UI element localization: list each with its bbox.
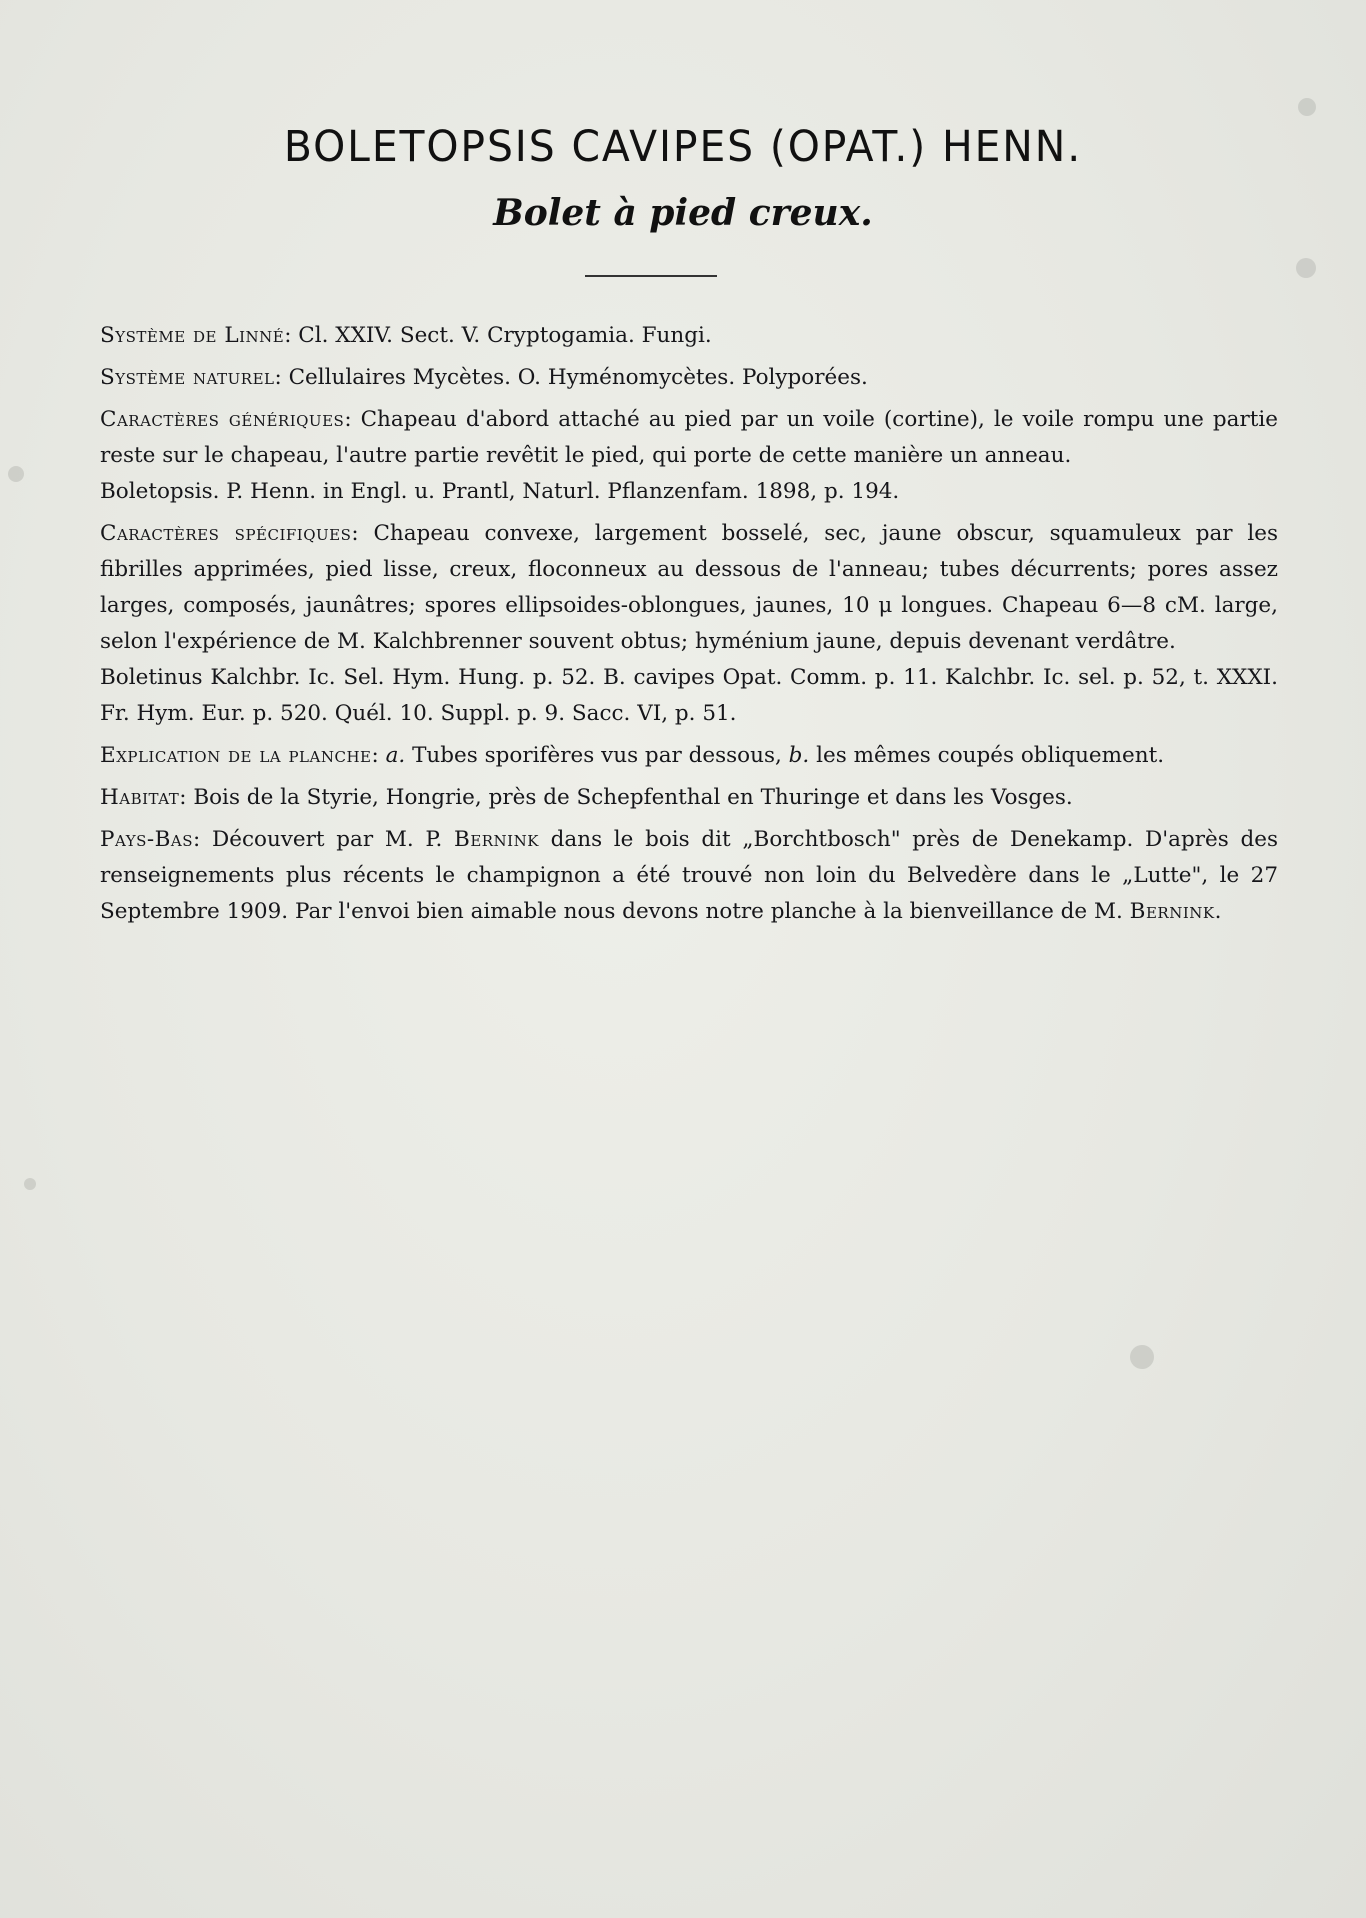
text-caracteres-specifiques: Chapeau convexe, largement bosselé, sec, jaune obscur, squamuleux par les fibrilles apprimées, pied lisse, creux, floconneux au dessous de l'anneau; tubes décurrents; pores assez larges, composés, jaunâtres; spores ellipsoides-oblongues, jaunes, 10 μ longues. Chapeau 6—8 cM. large, selon l'expérience de M. Kalchbrenner souvent obtus; hyménium jaune, depuis devenant verdâtre.: [100, 521, 1278, 654]
title-divider: [585, 275, 717, 277]
label-separator: :: [179, 785, 187, 810]
text-systeme-linne: Cl. XXIV. Sect. V. Cryptogamia. Fungi.: [291, 323, 712, 348]
label-separator: :: [344, 407, 352, 432]
text-pays-bas-3: .: [1214, 899, 1222, 924]
paper-spot: [1296, 258, 1316, 278]
document-subtitle: Bolet à pied creux.: [493, 192, 873, 234]
text-explication-b: les mêmes coupés obliquement.: [809, 743, 1165, 768]
paragraph-caracteres-specifiques: [100, 516, 1278, 660]
label-habitat: Habitat: [100, 785, 180, 810]
paper-spot: [1298, 98, 1316, 116]
document-title: BOLETOPSIS CAVIPES (OPAT.) HENN.: [283, 122, 1083, 172]
label-separator: :: [284, 323, 292, 348]
label-separator: :: [371, 743, 379, 768]
text-caracteres-generiques: Chapeau d'abord attaché au pied par un voile (cortine), le voile rompu une partie reste sur le chapeau, l'autre partie revêtit le pied, qui porte de cette manière un anneau.: [100, 407, 1279, 468]
text-generiques-reference: Boletopsis. P. Henn. in Engl. u. Prantl, Naturl. Pflanzenfam. 1898, p. 194.: [100, 479, 900, 504]
label-caracteres-specifiques: Caractères spécifiques: [100, 521, 352, 546]
label-systeme-linne: Système de Linné: [100, 323, 285, 348]
text-explication-a: Tubes sporifères vus par dessous,: [405, 743, 789, 768]
person-name: Bernink: [454, 827, 539, 852]
text-pays-bas-1: Découvert par M. P.: [200, 827, 455, 852]
paragraph-habitat: [100, 780, 1278, 816]
paper-spot: [1130, 1345, 1154, 1369]
label-separator: :: [274, 365, 282, 390]
label-pays-bas: Pays-Bas: [100, 827, 194, 852]
paper-spot: [8, 466, 24, 482]
text-synonymes: Boletinus Kalchbr. Ic. Sel. Hym. Hung. p. 52. B. cavipes Opat. Comm. p. 11. Kalchbr. Ic. sel. p. 52, t. XXXI. Fr. Hym. Eur. p. 520. Quél. 10. Suppl. p. 9. Sacc. VI, p. 51.: [100, 665, 1278, 726]
label-separator: :: [351, 521, 359, 546]
person-name: Bernink: [1129, 899, 1215, 924]
figure-ref-a: a.: [385, 743, 406, 768]
label-caracteres-generiques: Caractères génériques: [100, 407, 345, 432]
paragraph-explication: [100, 738, 1278, 774]
label-separator: :: [193, 827, 201, 852]
paragraph-caracteres-generiques: [100, 402, 1278, 474]
text-pays-bas-2: dans le bois dit „Borchtbosch" près de Denekamp. D'après des renseignements plus récents le champignon a été trouvé non loin du Belvedère dans le „Lutte", le 27 Septembre 1909. Par l'envoi bien aimable nous devons notre planche à la bienveillance de M.: [100, 827, 1279, 924]
document-body: [100, 318, 1278, 936]
label-explication: Explication de la planche: [100, 743, 372, 768]
paragraph-systeme-naturel: [100, 360, 1278, 396]
paper-spot: [24, 1178, 36, 1190]
paragraph-synonymes: [100, 660, 1278, 732]
figure-ref-b: b.: [788, 743, 810, 768]
text-habitat: Bois de la Styrie, Hongrie, près de Schepfenthal en Thuringe et dans les Vosges.: [186, 785, 1073, 810]
paragraph-pays-bas: [100, 822, 1278, 930]
paragraph-generiques-reference: [100, 474, 1278, 510]
paragraph-systeme-linne: [100, 318, 1278, 354]
label-systeme-naturel: Système naturel: [100, 365, 275, 390]
text-systeme-naturel: Cellulaires Mycètes. O. Hyménomycètes. Polyporées.: [281, 365, 868, 390]
